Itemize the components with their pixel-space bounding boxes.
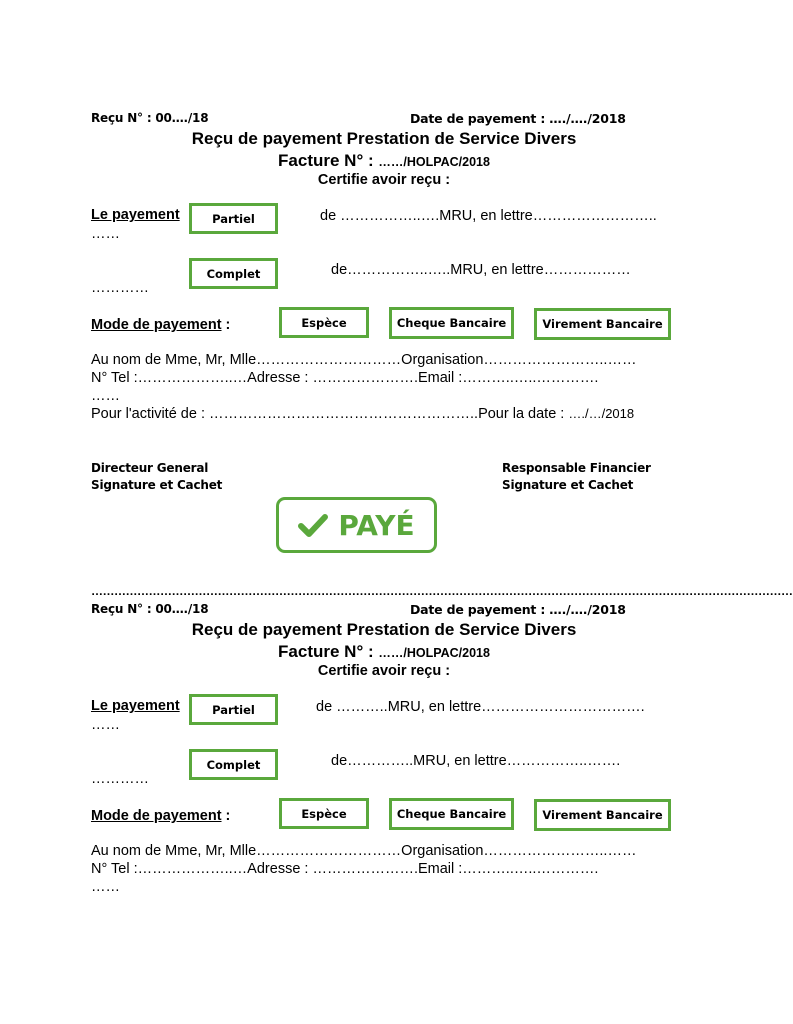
- virement-bancaire-checkbox[interactable]: Virement Bancaire: [534, 799, 671, 831]
- espece-checkbox[interactable]: Espèce: [279, 798, 369, 829]
- tel-adresse-email-line: N° Tel :………………..…Adresse : ………………….Email :………..…..………….: [91, 861, 599, 877]
- espece-checkbox[interactable]: Espèce: [279, 307, 369, 338]
- partiel-amount-cont: ……: [91, 717, 120, 733]
- activite-line: [91, 406, 634, 422]
- mode-colon: :: [221, 808, 231, 824]
- mode-payement-label: Mode de payement: [91, 317, 222, 333]
- complet-checkbox[interactable]: Complet: [189, 258, 278, 289]
- cheque-bancaire-checkbox[interactable]: Cheque Bancaire: [389, 307, 514, 339]
- receipt-title: Reçu de payement Prestation de Service Divers: [191, 620, 577, 639]
- responsable-signature: Signature et Cachet: [502, 478, 634, 492]
- activite-text: Pour l'activité de : ………………………………………………..Pour la date :: [91, 406, 569, 422]
- nom-organisation-line: Au nom de Mme, Mr, Mlle…………………………Organisation……………………..……: [91, 352, 637, 368]
- partiel-checkbox[interactable]: Partiel: [189, 203, 278, 234]
- directeur-general: Directeur General: [91, 461, 209, 475]
- facture-line: [0, 151, 768, 171]
- mode-payement: [91, 807, 230, 825]
- facture-line: [0, 642, 768, 662]
- le-payement-label: Le payement: [91, 698, 180, 714]
- responsable-financier: Responsable Financier: [502, 461, 651, 475]
- partiel-amount-line: de ………..MRU, en lettre…………………………….: [316, 699, 645, 715]
- certifie-text: Certifie avoir reçu :: [317, 172, 451, 188]
- facture-value: ……/HOLPAC/2018: [378, 155, 490, 169]
- paye-text: PAYÉ: [338, 508, 415, 542]
- facture-label: Facture N° :: [278, 642, 379, 661]
- certifie-text: Certifie avoir reçu :: [317, 663, 451, 679]
- checkmark-icon: [298, 513, 328, 537]
- recu-number: Reçu N° : 00…./18: [91, 602, 209, 616]
- separator-line: …………………………………………………………………………………………………………………………………………………………………: [91, 584, 793, 598]
- nom-organisation-line: Au nom de Mme, Mr, Mlle…………………………Organisation……………………..……: [91, 843, 637, 859]
- receipt-title: Reçu de payement Prestation de Service Divers: [191, 129, 577, 148]
- partiel-amount-cont: ……: [91, 226, 120, 242]
- date-payement: Date de payement : …./…./2018: [410, 111, 626, 126]
- le-payement-label: Le payement: [91, 207, 180, 223]
- virement-bancaire-checkbox[interactable]: Virement Bancaire: [534, 308, 671, 340]
- date-payement: Date de payement : …./…./2018: [410, 602, 626, 617]
- complet-checkbox[interactable]: Complet: [189, 749, 278, 780]
- complet-amount-line: de……………..…..MRU, en lettre………………: [331, 262, 631, 278]
- facture-label: Facture N° :: [278, 151, 379, 170]
- partiel-checkbox[interactable]: Partiel: [189, 694, 278, 725]
- tel-line-cont: ……: [91, 388, 120, 404]
- paye-stamp: [276, 497, 437, 553]
- mode-payement: [91, 316, 230, 334]
- facture-value: ……/HOLPAC/2018: [378, 646, 490, 660]
- tel-line-cont: ……: [91, 879, 120, 895]
- recu-number: Reçu N° : 00…./18: [91, 111, 209, 125]
- complet-amount-cont: …………: [91, 280, 149, 296]
- mode-payement-label: Mode de payement: [91, 808, 222, 824]
- partiel-amount-line: de ……………..….MRU, en lettre……………………..: [320, 208, 657, 224]
- directeur-signature: Signature et Cachet: [91, 478, 223, 492]
- tel-adresse-email-line: N° Tel :………………..…Adresse : ………………….Email :………..…..………….: [91, 370, 599, 386]
- complet-amount-cont: …………: [91, 771, 149, 787]
- complet-amount-line: de…………..MRU, en lettre……………..…….: [331, 753, 621, 769]
- activite-date: …./…/2018: [568, 406, 635, 421]
- cheque-bancaire-checkbox[interactable]: Cheque Bancaire: [389, 798, 514, 830]
- mode-colon: :: [221, 317, 231, 333]
